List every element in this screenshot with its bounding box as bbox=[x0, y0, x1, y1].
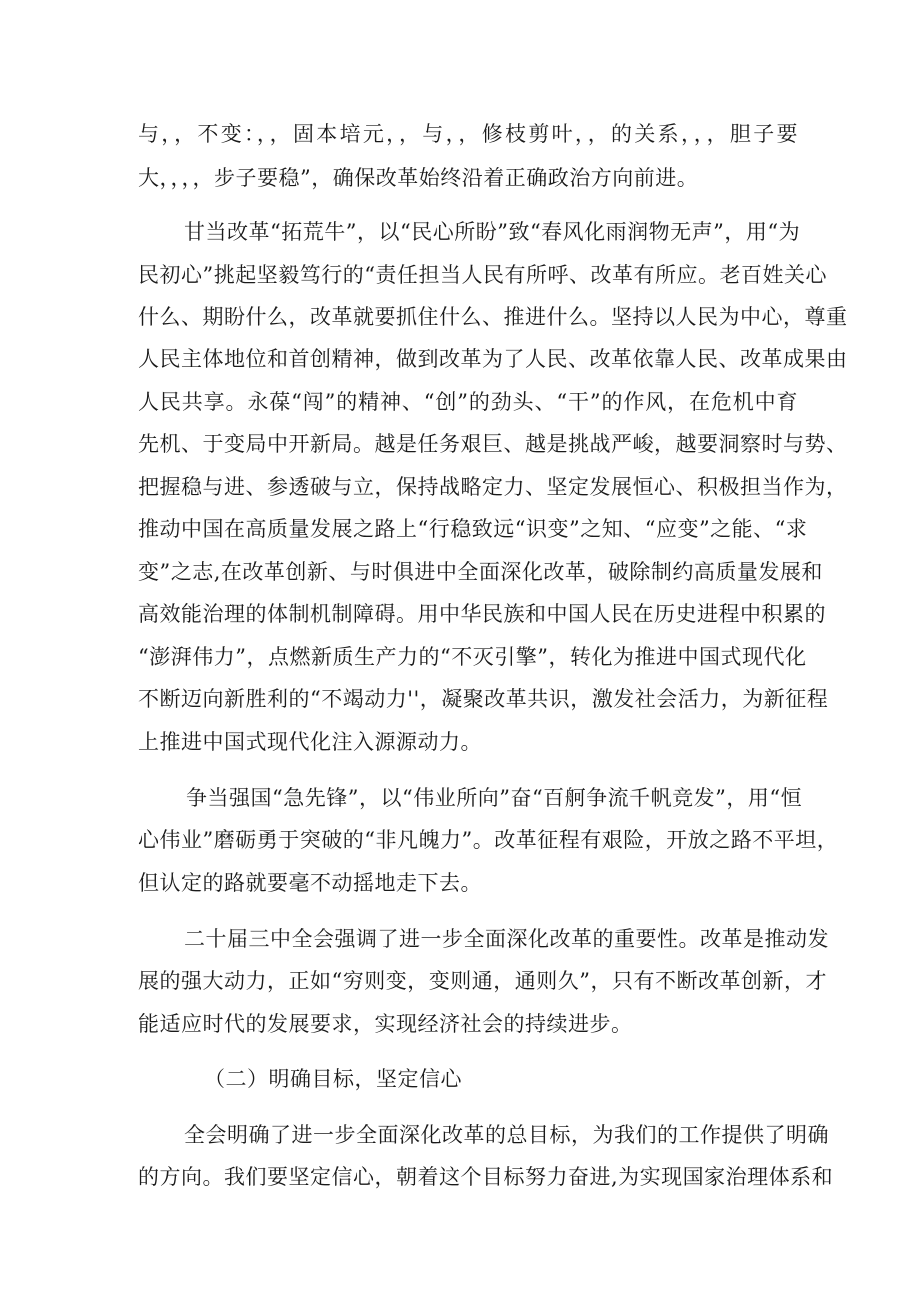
p1-line-2: 大，，，，步子要稳”，确保改革始终沿着正确政治方向前进。 bbox=[138, 166, 699, 190]
p3-line-1: 争当强国“急先锋”，以“伟业所向”奋“百舸争流千帆竞发”，用“恒 bbox=[186, 786, 803, 810]
p4-line-2: 展的强大动力，正如“穷则变，变则通，通则久”，只有不断改革创新，才 bbox=[138, 969, 827, 993]
p2-line-11: “澎湃伟力”，点燃新质生产力的“不灭引擎”，转化为推进中国式现代化 bbox=[138, 645, 807, 669]
p3-line-2: 心伟业”磨砺勇于突破的“非凡魄力”。改革征程有艰险，开放之路不平坦， bbox=[138, 828, 839, 852]
p5-line-1: 全会明确了进一步全面深化改革的总目标，为我们的工作提供了明确 bbox=[184, 1123, 829, 1147]
p2-line-2: 民初心”挑起坚毅笃行的“责任担当人民有所呼、改革有所应。老百姓关心 bbox=[138, 263, 827, 287]
p2-line-6: 先机、于变局中开新局。越是任务艰巨、越是挑战严峻，越要洞察时与势、 bbox=[138, 432, 848, 456]
p1-line-1: 与，，不变：，，固本培元，，与，，修枝剪叶，，的关系，，，胆子要 bbox=[138, 122, 798, 146]
p2-line-12: 不断迈向新胜利的“不竭动力''，凝聚改革共识，激发社会活力，为新征程 bbox=[138, 687, 829, 711]
p4-line-3: 能适应时代的发展要求，实现经济社会的持续进步。 bbox=[138, 1012, 633, 1036]
section-heading: （二）明确目标，坚定信心 bbox=[204, 1067, 462, 1091]
p2-line-1: 甘当改革“拓荒牛”，以“民心所盼”致“春风化雨润物无声”，用“为 bbox=[184, 220, 801, 244]
p2-line-8: 推动中国在高质量发展之路上“行稳致远“识变”之知、“应变”之能、“求 bbox=[138, 517, 808, 541]
p2-line-10: 高效能治理的体制机制障碍。用中华民族和中国人民在历史进程中积累的 bbox=[138, 602, 826, 626]
p2-line-9: 变”之志,在改革创新、与时俱进中全面深化改革，破除制约高质量发展和 bbox=[138, 560, 823, 584]
p2-line-3: 什么、期盼什么，改革就要抓住什么、推进什么。坚持以人民为中心，尊重 bbox=[138, 305, 848, 329]
p2-line-7: 把握稳与进、参透破与立，保持战略定力、坚定发展恒心、积极担当作为， bbox=[138, 475, 848, 499]
p4-line-1: 二十届三中全会强调了进一步全面深化改革的重要性。改革是推动发 bbox=[184, 927, 829, 951]
p3-line-3: 但认定的路就要毫不动摇地走下去。 bbox=[138, 871, 482, 895]
p2-line-13: 上推进中国式现代化注入源源动力。 bbox=[138, 730, 482, 754]
p5-line-2: 的方向。我们要坚定信心，朝着这个目标努力奋进,为实现国家治理体系和 bbox=[138, 1165, 834, 1189]
p2-line-4: 人民主体地位和首创精神，做到改革为了人民、改革依靠人民、改革成果由 bbox=[138, 347, 848, 371]
p2-line-5: 人民共享。永葆“闯”的精神、“创”的劲头、“干”的作风，在危机中育 bbox=[138, 390, 798, 414]
